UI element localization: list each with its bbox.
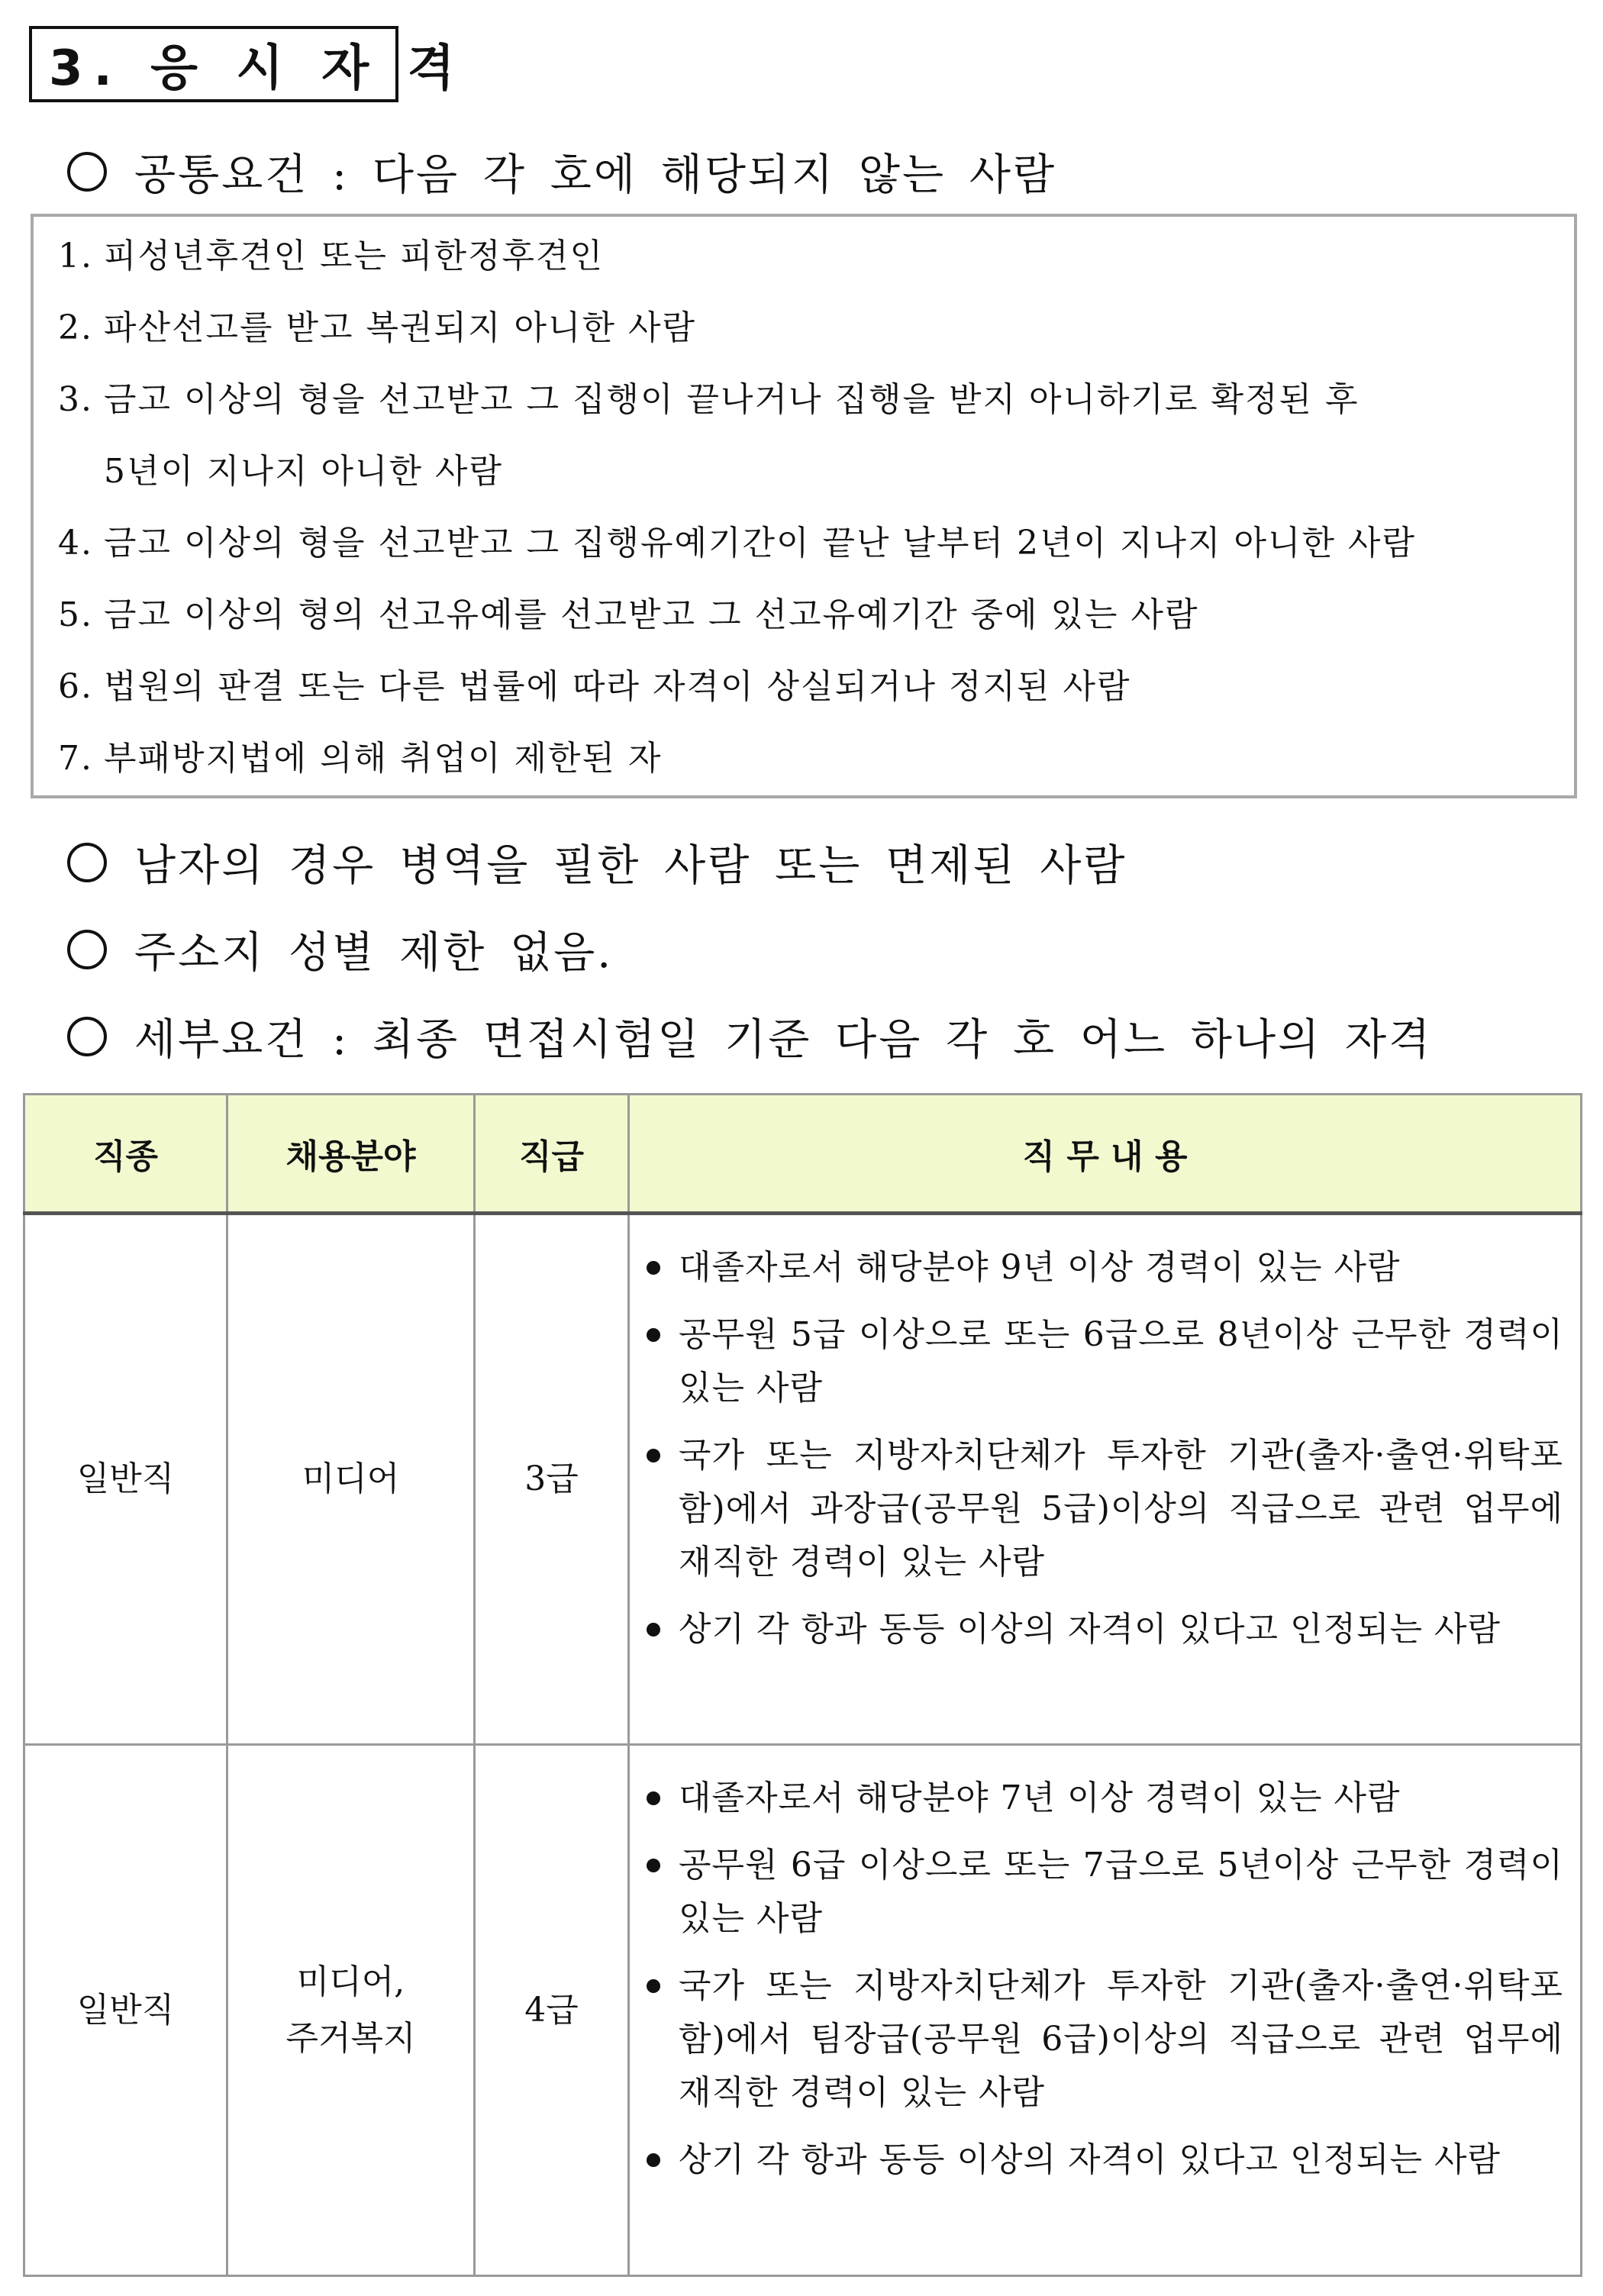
grade-cell: 3급 xyxy=(475,1214,629,1745)
duty-item: 상기 각 항과 동등 이상의 자격이 있다고 인정되는 사람 xyxy=(636,2133,1563,2187)
bullet-dot-icon xyxy=(647,1979,660,1993)
header-duties: 직 무 내 용 xyxy=(629,1095,1582,1214)
requirement-item: 5. 금고 이상의 형의 선고유예를 선고받고 그 선고유예기간 중에 있는 사람 xyxy=(58,595,1199,634)
job-type-cell: 일반직 xyxy=(24,1745,227,2276)
military-line xyxy=(67,832,1127,893)
circle-bullet-icon xyxy=(67,1017,107,1056)
header-field: 채용분야 xyxy=(227,1095,475,1214)
common-heading-line xyxy=(67,141,1056,202)
section-title: 3. 응 시 자 격 xyxy=(49,40,466,97)
requirement-item: 4. 금고 이상의 형을 선고받고 그 집행유예기간이 끝난 날부터 2년이 지나지 아니한 사람 xyxy=(58,524,1416,563)
duty-item: 대졸자로서 해당분야 9년 이상 경력이 있는 사람 xyxy=(636,1241,1563,1295)
address-requirement: 주소지 성별 제한 없음. xyxy=(134,928,614,978)
duty-item: 공무원 5급 이상으로 또는 6급으로 8년이상 근무한 경력이 있는 사람 xyxy=(636,1308,1563,1415)
military-requirement: 남자의 경우 병역을 필한 사람 또는 면제된 사람 xyxy=(134,841,1127,891)
table-row xyxy=(24,1214,1582,1745)
bullet-dot-icon xyxy=(647,1623,660,1637)
duties-cell xyxy=(629,1745,1582,2276)
table-header-row xyxy=(24,1095,1582,1214)
bullet-dot-icon xyxy=(647,2153,660,2167)
requirement-item: 7. 부패방지법에 의해 취업이 제한된 자 xyxy=(58,739,663,778)
requirement-item: 6. 법원의 판결 또는 다른 법률에 따라 자격이 상실되거나 정지된 사람 xyxy=(58,667,1131,706)
detail-heading-line xyxy=(67,1006,1432,1067)
circle-bullet-icon xyxy=(67,930,107,969)
duty-item: 대졸자로서 해당분야 7년 이상 경력이 있는 사람 xyxy=(636,1772,1563,1825)
header-job-type: 직종 xyxy=(24,1095,227,1214)
address-line xyxy=(67,919,613,980)
requirement-item: 3. 금고 이상의 형을 선고받고 그 집행이 끝나거나 집행을 받지 아니하기로 확정된 후 5년이 지나지 아니한 사람 xyxy=(58,380,1359,491)
common-requirements-box xyxy=(31,214,1577,798)
bullet-dot-icon xyxy=(647,1791,660,1805)
field-cell: 미디어, 주거복지 xyxy=(227,1745,475,2276)
detail-requirements-table xyxy=(23,1093,1582,2277)
duty-item: 공무원 6급 이상으로 또는 7급으로 5년이상 근무한 경력이 있는 사람 xyxy=(636,1839,1563,1946)
detail-heading: 세부요건 : 최종 면접시험일 기준 다음 각 호 어느 하나의 자격 xyxy=(134,1015,1433,1065)
duties-cell xyxy=(629,1214,1582,1745)
field-cell: 미디어 xyxy=(227,1214,475,1745)
bullet-dot-icon xyxy=(647,1449,660,1462)
duty-item: 국가 또는 지방자치단체가 투자한 기관(출자·출연·위탁포함)에서 과장급(공무원 5급)이상의 직급으로 관련 업무에 재직한 경력이 있는 사람 xyxy=(636,1429,1563,1589)
circle-bullet-icon xyxy=(67,843,107,882)
header-grade: 직급 xyxy=(475,1095,629,1214)
section-title-box xyxy=(29,26,466,102)
job-type-cell: 일반직 xyxy=(24,1214,227,1745)
common-heading: 공통요건 : 다음 각 호에 해당되지 않는 사람 xyxy=(134,150,1057,200)
table-row xyxy=(24,1745,1582,2276)
requirement-item: 2. 파산선고를 받고 복권되지 아니한 사람 xyxy=(58,308,697,347)
grade-cell: 4급 xyxy=(475,1745,629,2276)
requirement-item: 1. 피성년후견인 또는 피한정후견인 xyxy=(58,237,605,276)
duty-item: 국가 또는 지방자치단체가 투자한 기관(출자·출연·위탁포함)에서 팀장급(공무원 6급)이상의 직급으로 관련 업무에 재직한 경력이 있는 사람 xyxy=(636,1959,1563,2120)
bullet-dot-icon xyxy=(647,1859,660,1872)
circle-bullet-icon xyxy=(67,152,107,192)
bullet-dot-icon xyxy=(647,1261,660,1275)
bullet-dot-icon xyxy=(647,1328,660,1342)
duty-item: 상기 각 항과 동등 이상의 자격이 있다고 인정되는 사람 xyxy=(636,1603,1563,1656)
